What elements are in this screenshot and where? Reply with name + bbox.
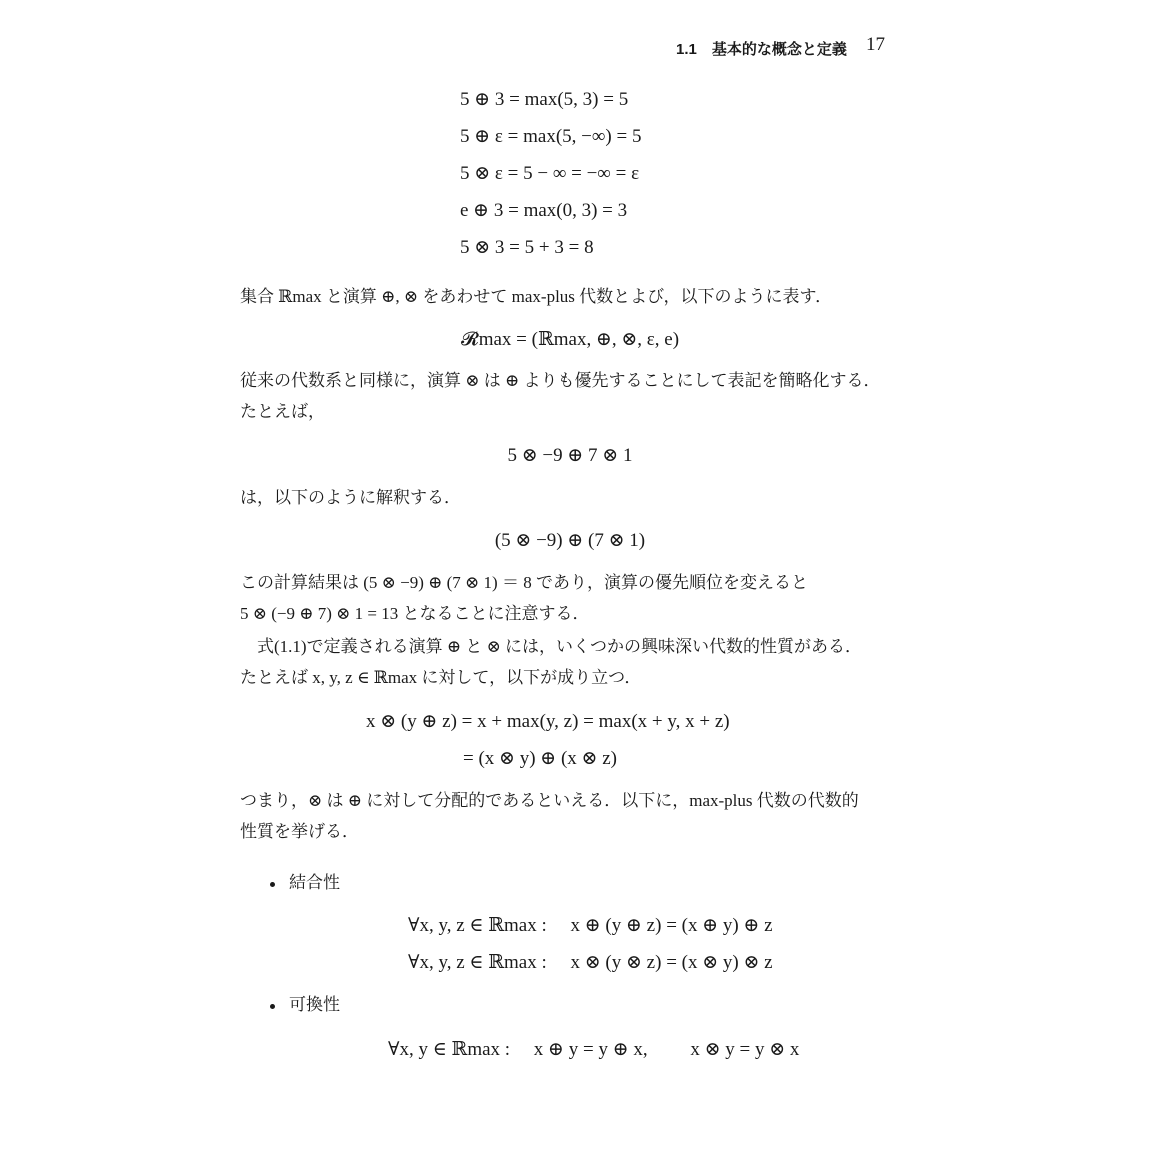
equation-associativity-times: ∀x, y, z ∈ ℝmax : x ⊗ (y ⊗ z) = (x ⊗ y) ⊗ z: [408, 952, 773, 973]
paragraph-distributive-line1: つまり，⊗ は ⊕ に対して分配的であるといえる．以下に，max-plus 代数の代数的: [240, 791, 859, 810]
equation-parenthesized: (5 ⊗ −9) ⊕ (7 ⊗ 1): [494, 530, 646, 551]
paragraph-result-line2: 5 ⊗ (−9 ⊕ 7) ⊗ 1 = 13 となることに注意する．: [240, 604, 590, 623]
paragraph-properties-line1: 式(1.1)で定義される演算 ⊕ と ⊗ には，いくつかの興味深い代数的性質がある．: [240, 637, 863, 656]
bullet-dot-icon: [270, 882, 275, 887]
paragraph-precedence-line2: たとえば，: [240, 402, 325, 421]
example-equation: 5 ⊕ ε = max(5, −∞) = 5: [460, 126, 642, 147]
paragraph-interpretation: は，以下のように解釈する．: [240, 488, 461, 507]
bullet-label: 可換性: [289, 995, 340, 1014]
equation-commutativity: ∀x, y ∈ ℝmax : x ⊕ y = y ⊕ x, x ⊗ y = y ⊗ x: [388, 1039, 800, 1060]
bullet-dot-icon: [270, 1004, 275, 1009]
equation-rmax: 𝓡max = (ℝmax, ⊕, ⊗, ε, e): [460, 329, 680, 350]
bullet-commutativity: [270, 990, 340, 1015]
example-equation: 5 ⊗ ε = 5 − ∞ = −∞ = ε: [460, 163, 640, 184]
equation-precedence: 5 ⊗ −9 ⊕ 7 ⊗ 1: [507, 445, 633, 466]
running-header: 1.1 基本的な概念と定義: [676, 41, 847, 58]
equation-distributive-2: = (x ⊗ y) ⊕ (x ⊗ z): [463, 748, 617, 769]
equation-distributive-1: x ⊗ (y ⊕ z) = x + max(y, z) = max(x + y, x + z): [366, 711, 730, 732]
paragraph-precedence-line1: 従来の代数系と同様に，演算 ⊗ は ⊕ よりも優先することにして表記を簡略化する．: [240, 371, 881, 390]
paragraph-result-line1: この計算結果は (5 ⊗ −9) ⊕ (7 ⊗ 1) ＝ 8 であり，演算の優先順位を変えると: [240, 573, 808, 592]
bullet-label: 結合性: [289, 873, 340, 892]
equation-associativity-plus: ∀x, y, z ∈ ℝmax : x ⊕ (y ⊕ z) = (x ⊕ y) ⊕ z: [408, 915, 773, 936]
example-equation: e ⊕ 3 = max(0, 3) = 3: [460, 200, 628, 221]
paragraph-distributive-line2: 性質を挙げる．: [240, 822, 359, 841]
bullet-associativity: [270, 868, 340, 893]
page-number: 17: [866, 34, 885, 55]
example-equation: 5 ⊗ 3 = 5 + 3 = 8: [460, 237, 594, 258]
paragraph-definition: 集合 ℝmax と演算 ⊕, ⊗ をあわせて max-plus 代数とよび，以下のように表す．: [240, 287, 833, 306]
paragraph-properties-line2: たとえば x, y, z ∈ ℝmax に対して，以下が成り立つ．: [240, 668, 642, 687]
example-equation: 5 ⊕ 3 = max(5, 3) = 5: [460, 89, 629, 110]
